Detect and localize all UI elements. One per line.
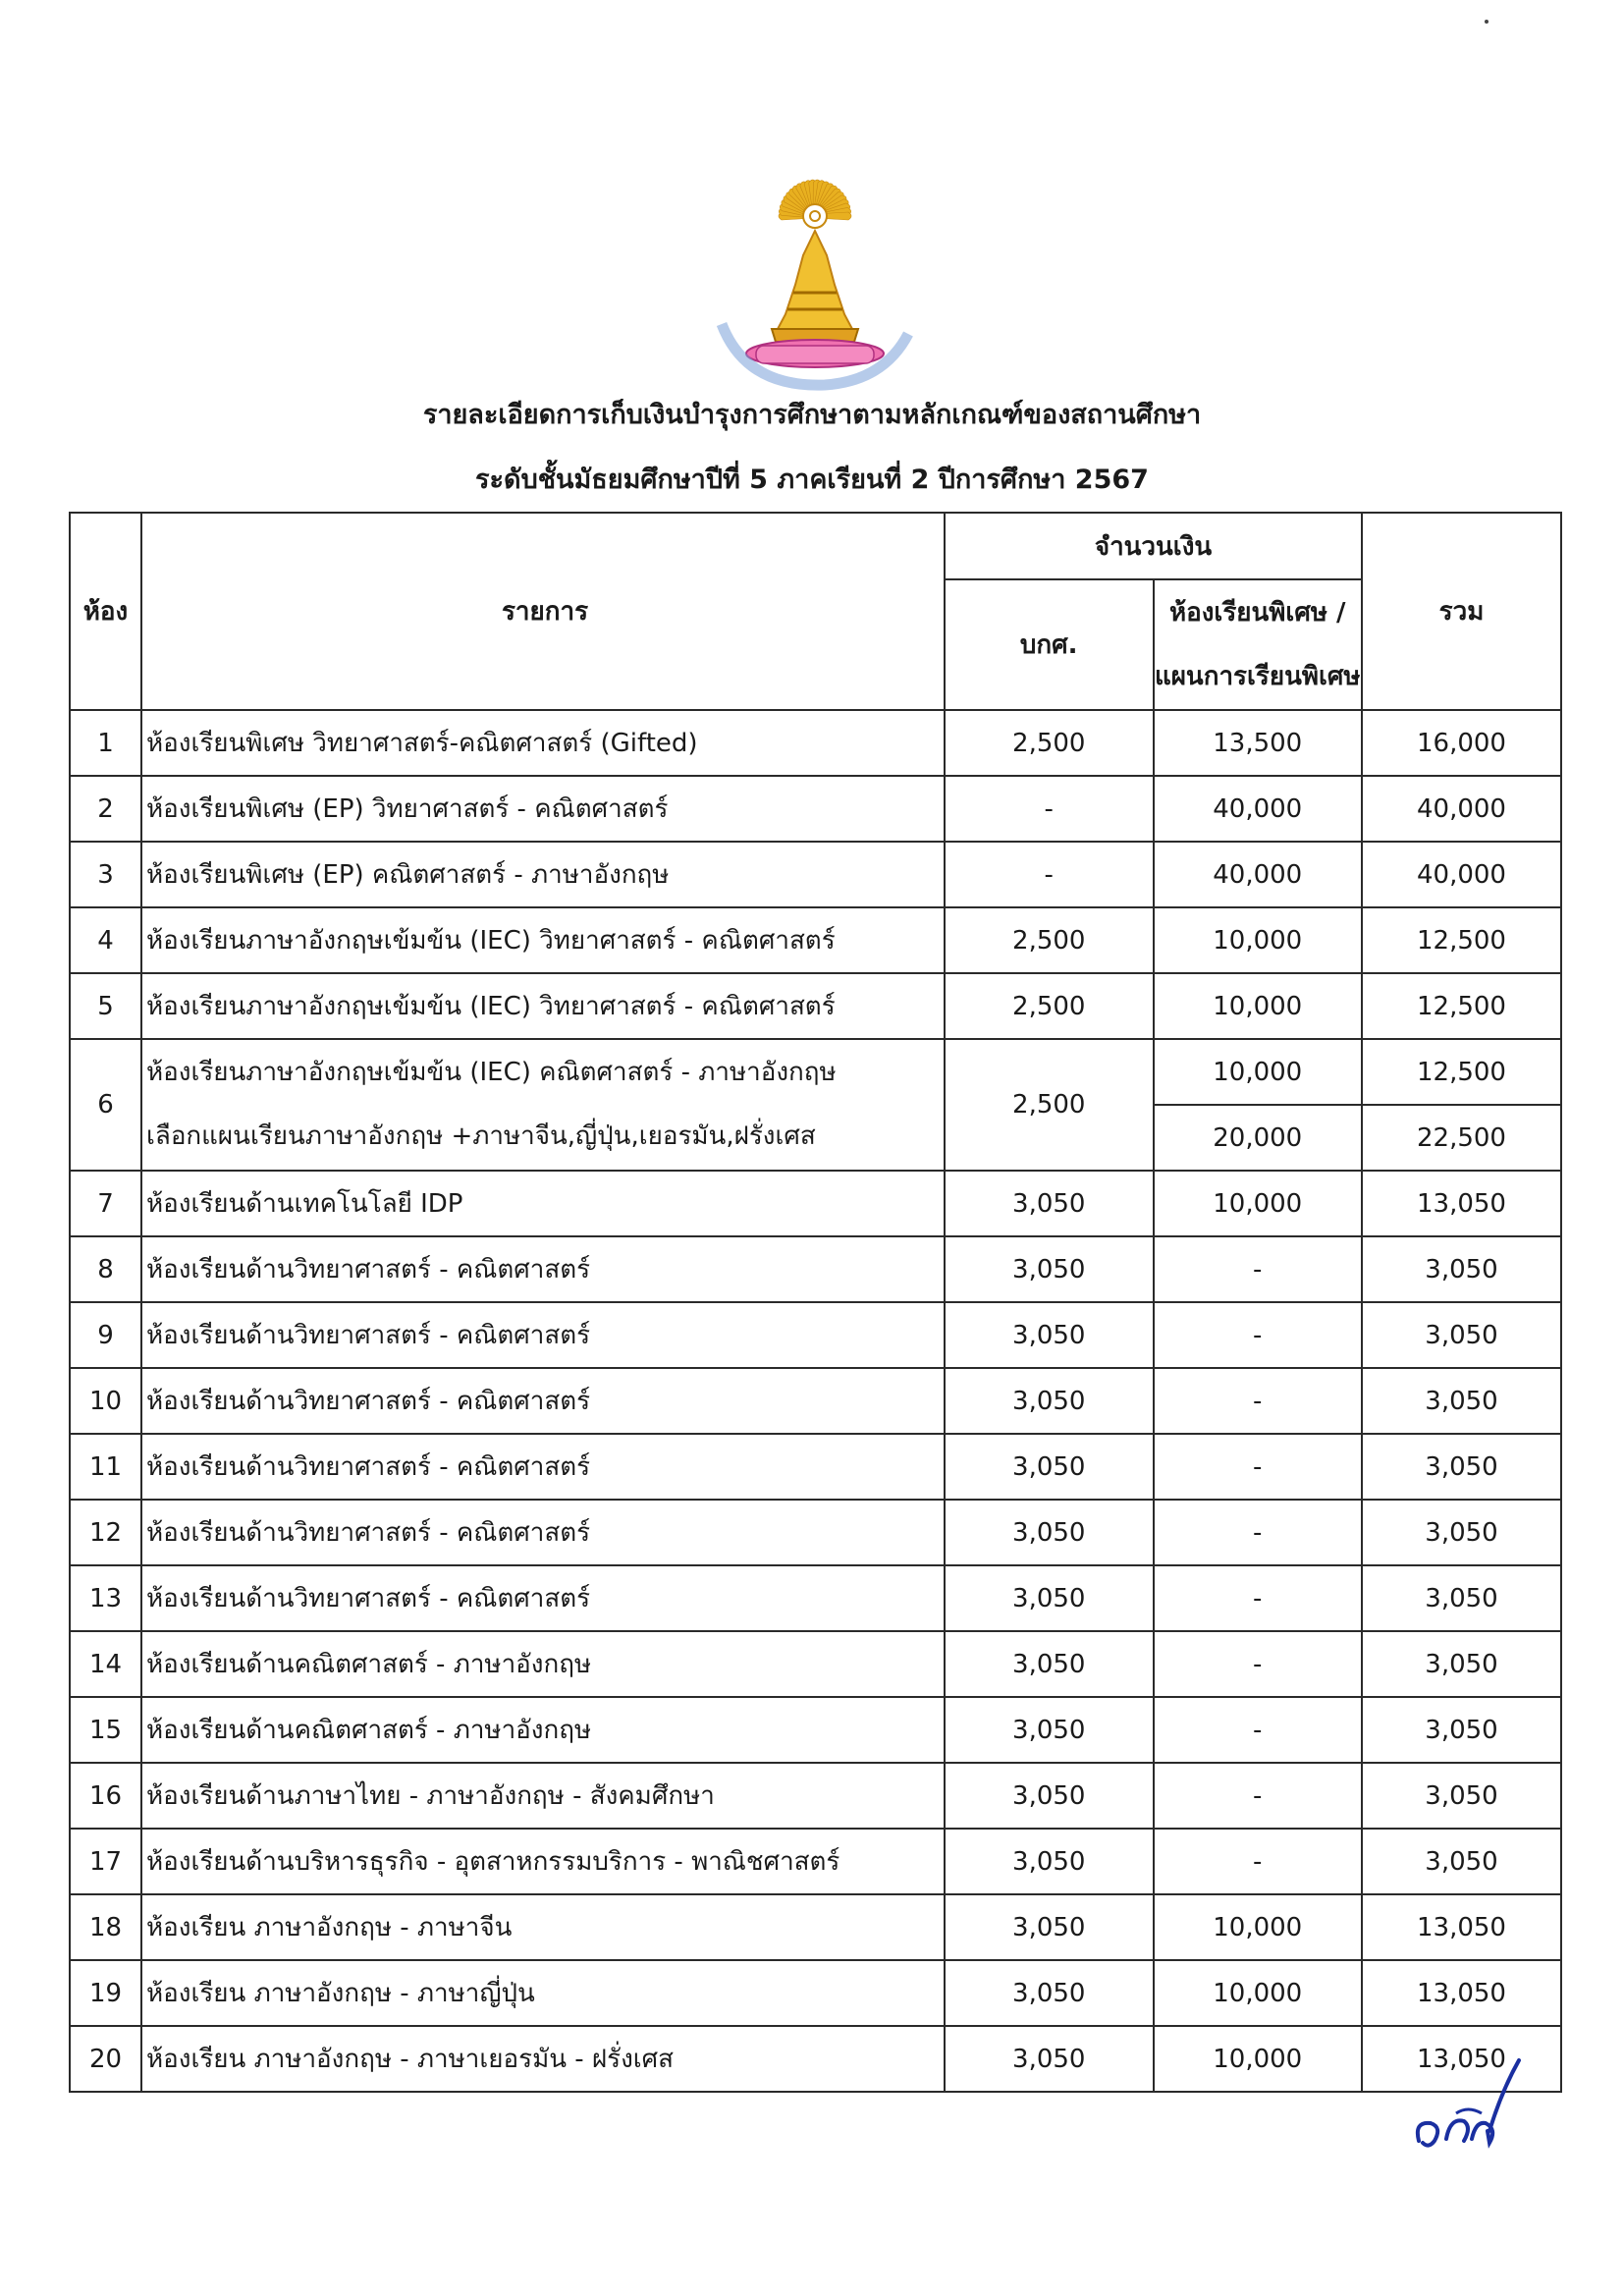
room-number: 6 — [70, 1039, 141, 1171]
table-row — [70, 1368, 1561, 1434]
table-row — [70, 1763, 1561, 1829]
bks-amount: 3,050 — [945, 1302, 1154, 1368]
bks-amount: 3,050 — [945, 1829, 1154, 1894]
room-number: 11 — [70, 1434, 141, 1500]
item-description: ห้องเรียน ภาษาอังกฤษ - ภาษาญี่ปุ่น — [141, 1960, 945, 2026]
item-description: ห้องเรียนพิเศษ (EP) คณิตศาสตร์ - ภาษาอังกฤษ — [141, 842, 945, 907]
room-number: 2 — [70, 776, 141, 842]
table-row — [70, 842, 1561, 907]
item-description: ห้องเรียนพิเศษ วิทยาศาสตร์-คณิตศาสตร์ (Gifted) — [141, 710, 945, 776]
bks-amount: 3,050 — [945, 1697, 1154, 1763]
bks-amount: 2,500 — [945, 907, 1154, 973]
table-row — [70, 1565, 1561, 1631]
total-amount: 13,050 — [1362, 2026, 1561, 2092]
table-row — [70, 1829, 1561, 1894]
table-row — [70, 776, 1561, 842]
room-number: 7 — [70, 1171, 141, 1236]
item-description: ห้องเรียน ภาษาอังกฤษ - ภาษาจีน — [141, 1894, 945, 1960]
item-description: ห้องเรียนพิเศษ (EP) วิทยาศาสตร์ - คณิตศาสตร์ — [141, 776, 945, 842]
special-amount: 10,000 — [1154, 1960, 1363, 2026]
total-amount: 12,500 — [1362, 973, 1561, 1039]
table-row — [70, 1960, 1561, 2026]
special-amount: - — [1154, 1236, 1363, 1302]
item-description: ห้องเรียนด้านวิทยาศาสตร์ - คณิตศาสตร์ — [141, 1302, 945, 1368]
total-amount: 3,050 — [1362, 1697, 1561, 1763]
bks-amount: 3,050 — [945, 1631, 1154, 1697]
item-description: ห้องเรียนด้านวิทยาศาสตร์ - คณิตศาสตร์ — [141, 1500, 945, 1565]
room-number: 14 — [70, 1631, 141, 1697]
room-number: 9 — [70, 1302, 141, 1368]
bks-amount: 3,050 — [945, 1960, 1154, 2026]
table-row — [70, 1236, 1561, 1302]
item-description: ห้องเรียนด้านภาษาไทย - ภาษาอังกฤษ - สังคมศึกษา — [141, 1763, 945, 1829]
special-amount: 10,000 — [1154, 1894, 1363, 1960]
special-amount: 10,000 — [1154, 1171, 1363, 1236]
special-amount: - — [1154, 1763, 1363, 1829]
table-row — [70, 1500, 1561, 1565]
total-amount: 13,050 — [1362, 1960, 1561, 2026]
special-amount: 40,000 — [1154, 776, 1363, 842]
document-title: รายละเอียดการเก็บเงินบำรุงการศึกษาตามหลักเกณฑ์ของสถานศึกษา — [422, 400, 1202, 430]
table-row — [70, 973, 1561, 1039]
item-line-1: ห้องเรียนภาษาอังกฤษเข้มข้น (IEC) คณิตศาสตร์ - ภาษาอังกฤษ — [146, 1058, 837, 1087]
handwritten-signature-icon — [1399, 2052, 1537, 2160]
room-number: 8 — [70, 1236, 141, 1302]
total-amount: 22,500 — [1362, 1105, 1561, 1171]
item-description: ห้องเรียนด้านคณิตศาสตร์ - ภาษาอังกฤษ — [141, 1631, 945, 1697]
special-amount: - — [1154, 1434, 1363, 1500]
special-amount: - — [1154, 1500, 1363, 1565]
bks-amount: 2,500 — [945, 973, 1154, 1039]
header-bks: บกศ. — [945, 579, 1154, 710]
special-amount: 10,000 — [1154, 973, 1363, 1039]
item-description: ห้องเรียนภาษาอังกฤษเข้มข้น (IEC) วิทยาศาสตร์ - คณิตศาสตร์ — [141, 907, 945, 973]
room-number: 18 — [70, 1894, 141, 1960]
bks-amount: - — [945, 776, 1154, 842]
room-number: 19 — [70, 1960, 141, 2026]
bks-amount: 3,050 — [945, 1500, 1154, 1565]
bks-amount: 3,050 — [945, 1236, 1154, 1302]
total-amount: 3,050 — [1362, 1631, 1561, 1697]
total-amount: 40,000 — [1362, 776, 1561, 842]
room-number: 10 — [70, 1368, 141, 1434]
table-row — [70, 1434, 1561, 1500]
item-description — [141, 1039, 945, 1171]
total-amount: 12,500 — [1362, 1039, 1561, 1105]
total-amount: 3,050 — [1362, 1763, 1561, 1829]
header-amount: จำนวนเงิน — [945, 513, 1362, 579]
table-row — [70, 2026, 1561, 2092]
table-row — [70, 1039, 1561, 1105]
room-number: 17 — [70, 1829, 141, 1894]
total-amount: 3,050 — [1362, 1434, 1561, 1500]
table-row — [70, 1631, 1561, 1697]
header-special-line2: แผนการเรียนพิเศษ — [1154, 661, 1361, 691]
bks-amount: 3,050 — [945, 1434, 1154, 1500]
bks-amount: 2,500 — [945, 710, 1154, 776]
item-description: ห้องเรียนด้านคณิตศาสตร์ - ภาษาอังกฤษ — [141, 1697, 945, 1763]
room-number: 16 — [70, 1763, 141, 1829]
header-special — [1154, 579, 1363, 710]
header-total: รวม — [1362, 513, 1561, 710]
bks-amount: 3,050 — [945, 2026, 1154, 2092]
total-amount: 3,050 — [1362, 1236, 1561, 1302]
bks-amount: 3,050 — [945, 1565, 1154, 1631]
fee-table — [69, 512, 1562, 2093]
total-amount: 16,000 — [1362, 710, 1561, 776]
item-description: ห้องเรียนด้านวิทยาศาสตร์ - คณิตศาสตร์ — [141, 1565, 945, 1631]
document-subtitle: ระดับชั้นมัธยมศึกษาปีที่ 5 ภาคเรียนที่ 2 ปีการศึกษา 2567 — [475, 465, 1149, 495]
item-description: ห้องเรียน ภาษาอังกฤษ - ภาษาเยอรมัน - ฝรั่งเศส — [141, 2026, 945, 2092]
special-amount: - — [1154, 1368, 1363, 1434]
total-amount: 13,050 — [1362, 1171, 1561, 1236]
bks-amount: 3,050 — [945, 1368, 1154, 1434]
special-amount: - — [1154, 1697, 1363, 1763]
table-row — [70, 1171, 1561, 1236]
special-amount: - — [1154, 1302, 1363, 1368]
room-number: 1 — [70, 710, 141, 776]
table-row — [70, 1302, 1561, 1368]
total-amount: 40,000 — [1362, 842, 1561, 907]
bks-amount: 2,500 — [945, 1039, 1154, 1171]
bks-amount: 3,050 — [945, 1894, 1154, 1960]
room-number: 13 — [70, 1565, 141, 1631]
room-number: 4 — [70, 907, 141, 973]
item-description: ห้องเรียนด้านวิทยาศาสตร์ - คณิตศาสตร์ — [141, 1434, 945, 1500]
special-amount: 10,000 — [1154, 907, 1363, 973]
room-number: 20 — [70, 2026, 141, 2092]
table-row — [70, 710, 1561, 776]
special-amount: 20,000 — [1154, 1105, 1363, 1171]
table-row — [70, 1697, 1561, 1763]
school-emblem-icon — [687, 177, 943, 403]
special-amount: - — [1154, 1829, 1363, 1894]
room-number: 12 — [70, 1500, 141, 1565]
total-amount: 3,050 — [1362, 1500, 1561, 1565]
total-amount: 12,500 — [1362, 907, 1561, 973]
item-description: ห้องเรียนภาษาอังกฤษเข้มข้น (IEC) วิทยาศาสตร์ - คณิตศาสตร์ — [141, 973, 945, 1039]
special-amount: 13,500 — [1154, 710, 1363, 776]
header-item: รายการ — [141, 513, 945, 710]
fee-table-body — [70, 710, 1561, 2092]
special-amount: - — [1154, 1631, 1363, 1697]
bks-amount: 3,050 — [945, 1763, 1154, 1829]
scan-speck — [1485, 20, 1489, 24]
total-amount: 3,050 — [1362, 1565, 1561, 1631]
total-amount: 3,050 — [1362, 1302, 1561, 1368]
item-description: ห้องเรียนด้านเทคโนโลยี IDP — [141, 1171, 945, 1236]
item-description: ห้องเรียนด้านวิทยาศาสตร์ - คณิตศาสตร์ — [141, 1236, 945, 1302]
special-amount: 10,000 — [1154, 2026, 1363, 2092]
header-special-line1: ห้องเรียนพิเศษ / — [1168, 597, 1346, 628]
room-number: 5 — [70, 973, 141, 1039]
total-amount: 3,050 — [1362, 1368, 1561, 1434]
item-description: ห้องเรียนด้านบริหารธุรกิจ - อุตสาหกรรมบริการ - พาณิชศาสตร์ — [141, 1829, 945, 1894]
bks-amount: 3,050 — [945, 1171, 1154, 1236]
item-line-2: เลือกแผนเรียนภาษาอังกฤษ +ภาษาจีน,ญี่ปุ่น,เยอรมัน,ฝรั่งเศส — [146, 1121, 816, 1151]
table-row — [70, 907, 1561, 973]
total-amount: 3,050 — [1362, 1829, 1561, 1894]
special-amount: 10,000 — [1154, 1039, 1363, 1105]
item-description: ห้องเรียนด้านวิทยาศาสตร์ - คณิตศาสตร์ — [141, 1368, 945, 1434]
room-number: 3 — [70, 842, 141, 907]
special-amount: - — [1154, 1565, 1363, 1631]
table-row — [70, 1894, 1561, 1960]
room-number: 15 — [70, 1697, 141, 1763]
special-amount: 40,000 — [1154, 842, 1363, 907]
bks-amount: - — [945, 842, 1154, 907]
total-amount: 13,050 — [1362, 1894, 1561, 1960]
header-room: ห้อง — [70, 513, 141, 710]
